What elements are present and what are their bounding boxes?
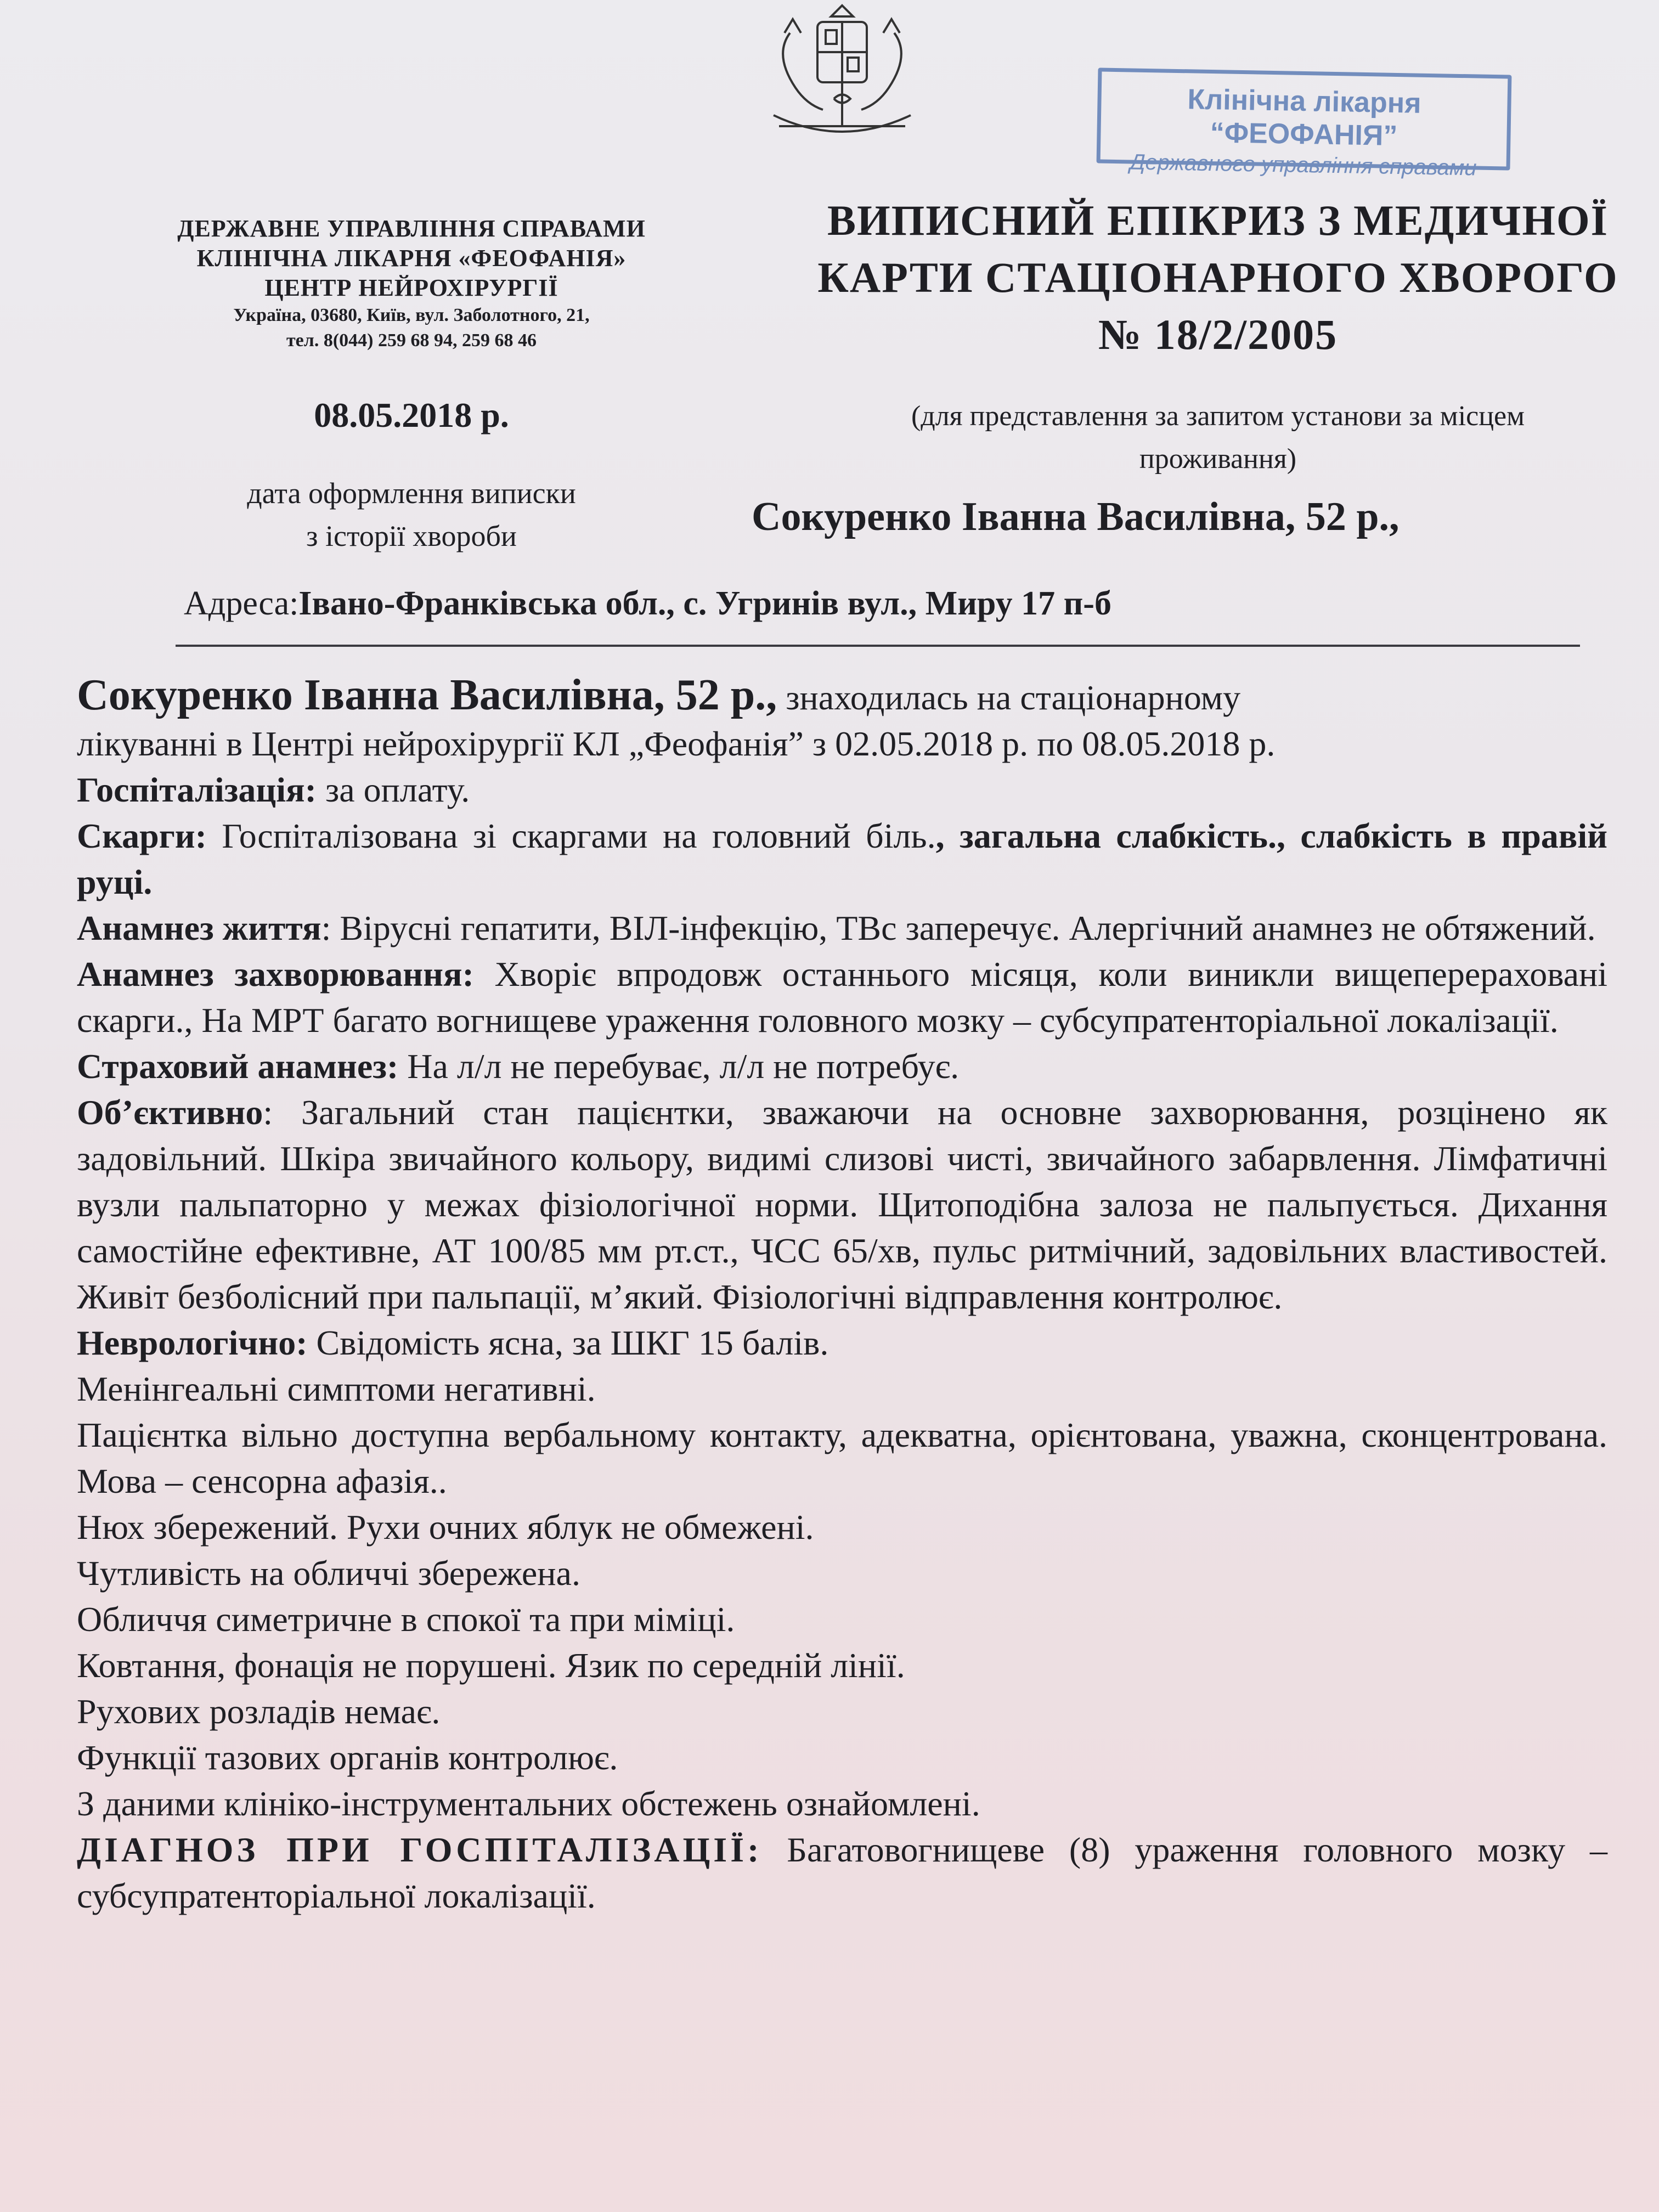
intro-text-2: лікуванні в Центрі нейрохірургії КЛ „Феофанія” з 02.05.2018 р. по 08.05.2018 р. [77,724,1276,763]
disease-history-paragraph [77,951,1607,1043]
neuro-text: Свідомість ясна, за ШКГ 15 балів. [307,1323,829,1362]
life-history-text: : Вірусні гепатити, ВІЛ-інфекцію, ТВс заперечує. Алергічний анамнез не обтяжений. [321,909,1596,947]
neuro-line: Рухових розладів немає. [77,1692,441,1731]
hospitalization-label: Госпіталізація: [77,770,317,809]
org-line-1: ДЕРЖАВНЕ УПРАВЛІННЯ СПРАВАМИ [177,215,646,242]
date-label-line-1: дата оформлення виписки [247,477,576,510]
address-label: Адреса: [184,585,299,622]
org-line-2: КЛІНІЧНА ЛІКАРНЯ «ФЕОФАНІЯ» [196,245,627,272]
hospitalization-paragraph [77,767,1607,813]
complaints-text: Госпіталізована зі скаргами на головний біль. [206,816,936,855]
patient-name: Сокуренко Іванна Василівна, 52 р., [77,671,777,719]
org-line-3: ЦЕНТР НЕЙРОХІРУРГІЇ [264,274,558,301]
neuro-line: Менінгеальні симптоми негативні. [77,1369,596,1408]
life-history-paragraph [77,905,1607,951]
title-line-2: КАРТИ СТАЦІОНАРНОГО ХВОРОГО [817,253,1618,301]
neuro-line: Функції тазових органів контролює. [77,1738,618,1777]
header-divider [176,645,1580,647]
intro-text-1: знаходилась на стаціонарному [777,678,1241,717]
neuro-line: Чутливість на обличчі збережена. [77,1554,580,1593]
coat-of-arms-emblem [752,0,933,148]
title-line-1: ВИПИСНИЙ ЕПІКРИЗ З МЕДИЧНОЇ [827,196,1609,244]
complaints-bold-text: , загальна слабкість., слабкість в правій руці. [77,816,1608,901]
neuro-line: З даними клініко-інструментальних обстежень ознайомлені. [77,1784,980,1823]
purpose-line-1: (для представлення за запитом установи за місцем [911,400,1525,432]
hospitalization-text: за оплату. [316,770,470,809]
stamp-line-1: Клінічна лікарня “ФЕОФАНІЯ” [1187,83,1422,152]
epicrisis-body [77,672,1607,1919]
neuro-line: Ковтання, фонація не порушені. Язик по середній лінії. [77,1646,905,1685]
discharge-date: 08.05.2018 р. [314,396,509,435]
intro-paragraph [77,672,1607,767]
clinic-stamp [1097,67,1512,180]
stamp-line-2: Державного управління справами [1130,150,1477,180]
diagnosis-text: Багатовогнищеве (8) ураження головного мозку – субсупратенторіальної локалізації. [77,1830,1608,1915]
patient-address [184,584,1111,623]
diagnosis-label: ДІАГНОЗ ПРИ ГОСПІТАЛІЗАЦІЇ: [77,1830,763,1869]
diagnosis-paragraph [77,1827,1607,1919]
objective-text: : Загальний стан пацієнтки, зважаючи на основне захворювання, розцінено як задовільний. Шкіра звичайного кольору, видимі слизові чисті, звичайного забарвлення. Лімфатичні вузли пальпаторно у межах фізіологічної норми. Щитоподібна залоза не пальпується. Дихання самостійне ефективне, АТ 100/85 мм рт.ст., ЧСС 65/хв, пульс ритмічний, задовільних властивостей. Живіт безболісний при пальпації, м’який. Фізіологічні відправлення контролює. [77,1093,1607,1316]
date-label-line-2: з історії хвороби [306,520,517,552]
neuro-line: Пацієнтка вільно доступна вербальному контакту, адекватна, орієнтована, уважна, сконцентрована. Мова – сенсорна афазія.. [77,1415,1607,1500]
discharge-date-label [165,472,658,557]
disease-history-text: Хворіє впродовж останнього місяця, коли виникли вищеперераховані скарги., На МРТ багато вогнищеве ураження головного мозку – субсупратенторіальної локалізації. [77,955,1608,1040]
objective-paragraph [77,1090,1607,1320]
neuro-line: Нюх збережений. Рухи очних яблук не обмежені. [77,1508,814,1547]
objective-label: Об’єктивно [77,1093,263,1132]
address-value: Івано-Франківська обл., с. Угринів вул., Миру 17 п-б [298,585,1111,622]
document-title [806,192,1629,363]
institution-phone: тел. 8(044) 259 68 94, 259 68 46 [286,330,537,351]
institution-header [137,214,686,353]
complaints-paragraph [77,813,1607,905]
insurance-paragraph [77,1043,1607,1090]
document-purpose [806,395,1629,481]
disease-history-label: Анамнез захворювання: [77,955,474,994]
neuro-line: Обличчя симетричне в спокої та при міміці. [77,1600,735,1639]
insurance-text: На л/л не перебуває, л/л не потребує. [398,1047,960,1086]
complaints-label: Скарги: [77,816,207,855]
life-history-label: Анамнез життя [77,909,321,947]
neuro-paragraph [77,1320,1607,1366]
purpose-line-2: проживання) [1139,443,1297,475]
neuro-label: Неврологічно: [77,1323,308,1362]
patient-name-header: Сокуренко Іванна Василівна, 52 р., [752,494,1400,539]
title-line-3: № 18/2/2005 [1098,311,1338,358]
insurance-label: Страховий анамнез: [77,1047,399,1086]
institution-address: Україна, 03680, Київ, вул. Заболотного, 21, [233,305,590,325]
